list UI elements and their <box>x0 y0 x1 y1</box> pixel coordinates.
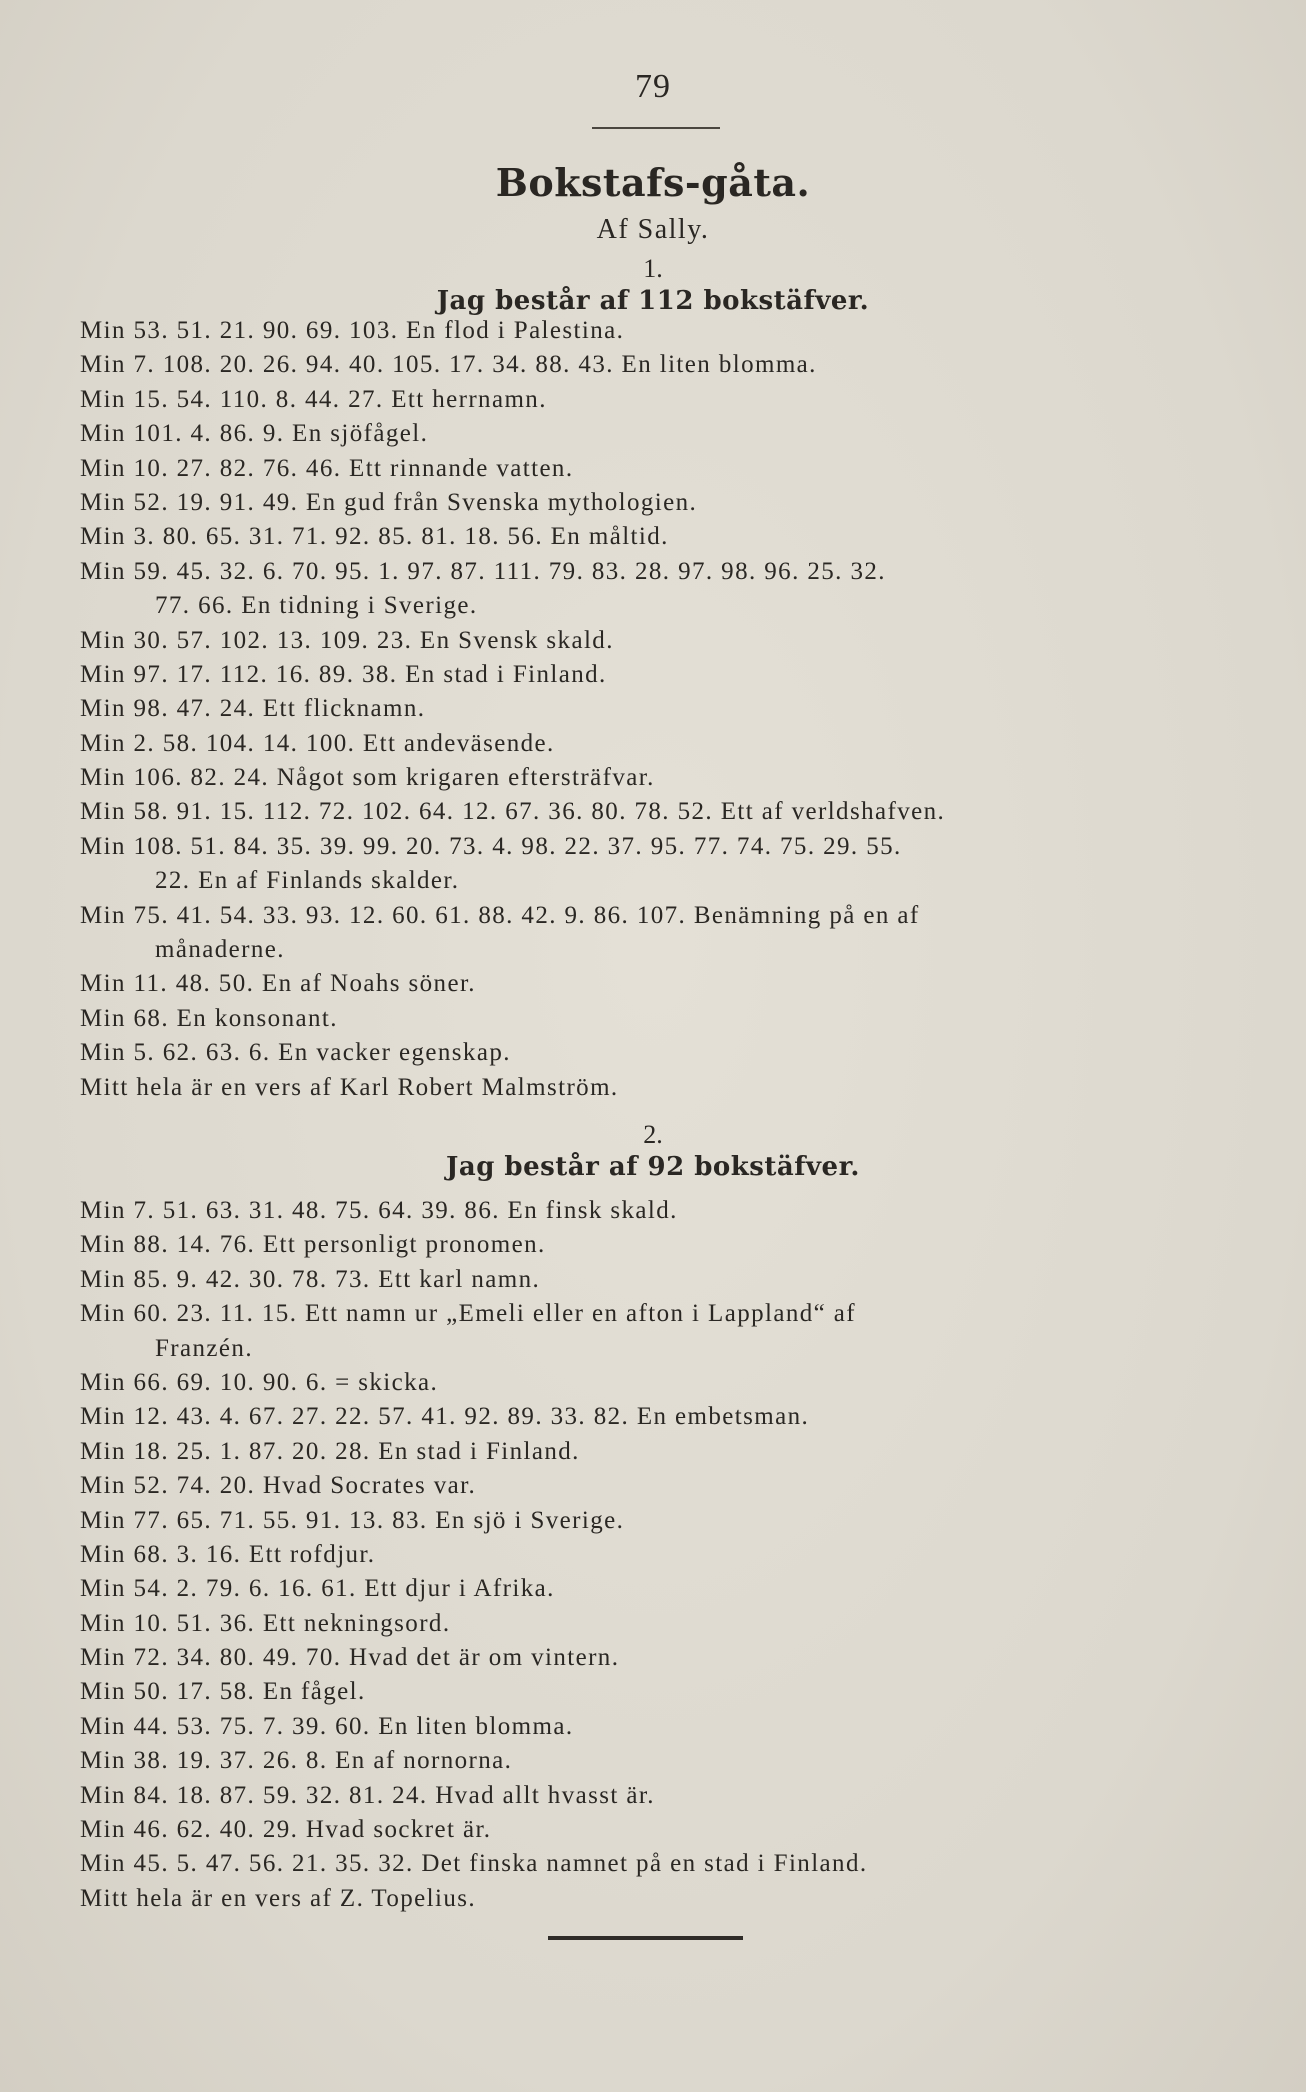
list-item: Min 68. En konsonant. <box>80 1004 338 1032</box>
list-item: Min 11. 48. 50. En af Noahs söner. <box>80 970 476 998</box>
part-1-list <box>80 314 1228 1105</box>
author-line: Af Sally. <box>596 214 710 245</box>
part-2-list <box>80 1194 1228 1916</box>
list-item: Min 10. 27. 82. 76. 46. Ett rinnande vatten. <box>80 454 574 482</box>
list-item: Min 88. 14. 76. Ett personligt pronomen. <box>80 1231 546 1259</box>
list-item: Min 52. 19. 91. 49. En gud från Svenska mythologien. <box>80 488 698 516</box>
list-item: Min 84. 18. 87. 59. 32. 81. 24. Hvad allt hvasst är. <box>80 1781 655 1809</box>
list-item: Min 98. 47. 24. Ett flicknamn. <box>80 695 426 723</box>
list-item: Min 77. 65. 71. 55. 91. 13. 83. En sjö i Sverige. <box>80 1506 625 1534</box>
list-item-continuation: 22. En af Finlands skalder. <box>155 867 460 895</box>
list-item: Min 101. 4. 86. 9. En sjöfågel. <box>80 420 429 448</box>
list-item: Min 46. 62. 40. 29. Hvad sockret är. <box>80 1816 492 1844</box>
list-item-continuation: 77. 66. En tidning i Sverige. <box>155 592 478 620</box>
list-item: Min 72. 34. 80. 49. 70. Hvad det är om vintern. <box>80 1644 620 1672</box>
list-item: Min 106. 82. 24. Något som krigaren eftersträfvar. <box>80 764 655 792</box>
list-item: Min 60. 23. 11. 15. Ett namn ur „Emeli eller en afton i Lappland“ af <box>80 1300 857 1328</box>
list-item: Min 66. 69. 10. 90. 6. = skicka. <box>80 1368 439 1396</box>
list-item: Min 45. 5. 47. 56. 21. 35. 32. Det finska namnet på en stad i Finland. <box>80 1850 868 1878</box>
list-item: Min 53. 51. 21. 90. 69. 103. En flod i Palestina. <box>80 317 625 344</box>
list-item: Min 97. 17. 112. 16. 89. 38. En stad i Finland. <box>80 660 607 688</box>
list-item: Min 68. 3. 16. Ett rofdjur. <box>80 1540 376 1568</box>
list-item: Min 54. 2. 79. 6. 16. 61. Ett djur i Afrika. <box>80 1575 555 1603</box>
part-1-heading: Jag består af 112 bokstäfver. <box>436 286 870 316</box>
list-item: Min 18. 25. 1. 87. 20. 28. En stad i Finland. <box>80 1437 580 1465</box>
list-item: Min 58. 91. 15. 112. 72. 102. 64. 12. 67. 36. 80. 78. 52. Ett af verldshafven. <box>80 798 946 826</box>
part-2-number: 2. <box>643 1120 663 1149</box>
list-item: Min 30. 57. 102. 13. 109. 23. En Svensk skald. <box>80 626 614 654</box>
list-item: Min 7. 108. 20. 26. 94. 40. 105. 17. 34. 88. 43. En liten blomma. <box>80 351 817 379</box>
part-1-number: 1. <box>643 254 663 283</box>
list-item: Min 10. 51. 36. Ett nekningsord. <box>80 1609 451 1637</box>
header-rule <box>592 127 720 129</box>
list-item: Min 2. 58. 104. 14. 100. Ett andeväsende. <box>80 729 555 757</box>
list-item: Mitt hela är en vers af Karl Robert Malmström. <box>80 1073 619 1101</box>
list-item: Min 12. 43. 4. 67. 27. 22. 57. 41. 92. 89. 33. 82. En embetsman. <box>80 1403 810 1431</box>
list-item: Min 38. 19. 37. 26. 8. En af nornorna. <box>80 1747 513 1775</box>
list-item: Min 75. 41. 54. 33. 93. 12. 60. 61. 88. 42. 9. 86. 107. Benämning på en af <box>80 901 920 929</box>
list-item: Mitt hela är en vers af Z. Topelius. <box>80 1884 477 1912</box>
list-item-continuation: Franzén. <box>155 1334 253 1362</box>
list-item: Min 50. 17. 58. En fågel. <box>80 1678 366 1706</box>
list-item: Min 15. 54. 110. 8. 44. 27. Ett herrnamn. <box>80 385 547 413</box>
part-2-heading: Jag består af 92 bokstäfver. <box>446 1152 860 1182</box>
page-number: 79 <box>635 68 671 105</box>
list-item: Min 7. 51. 63. 31. 48. 75. 64. 39. 86. En finsk skald. <box>80 1197 678 1224</box>
footer-rule <box>548 1936 743 1940</box>
page-title: Bokstafs-gåta. <box>495 160 811 205</box>
list-item: Min 5. 62. 63. 6. En vacker egenskap. <box>80 1039 511 1067</box>
list-item: Min 44. 53. 75. 7. 39. 60. En liten blomma. <box>80 1712 574 1740</box>
list-item: Min 59. 45. 32. 6. 70. 95. 1. 97. 87. 111. 79. 83. 28. 97. 98. 96. 25. 32. <box>80 557 886 585</box>
list-item-continuation: månaderne. <box>155 936 285 964</box>
list-item: Min 3. 80. 65. 31. 71. 92. 85. 81. 18. 56. En måltid. <box>80 523 669 551</box>
list-item: Min 52. 74. 20. Hvad Socrates var. <box>80 1472 477 1500</box>
list-item: Min 108. 51. 84. 35. 39. 99. 20. 73. 4. 98. 22. 37. 95. 77. 74. 75. 29. 55. <box>80 832 902 860</box>
list-item: Min 85. 9. 42. 30. 78. 73. Ett karl namn. <box>80 1265 541 1293</box>
